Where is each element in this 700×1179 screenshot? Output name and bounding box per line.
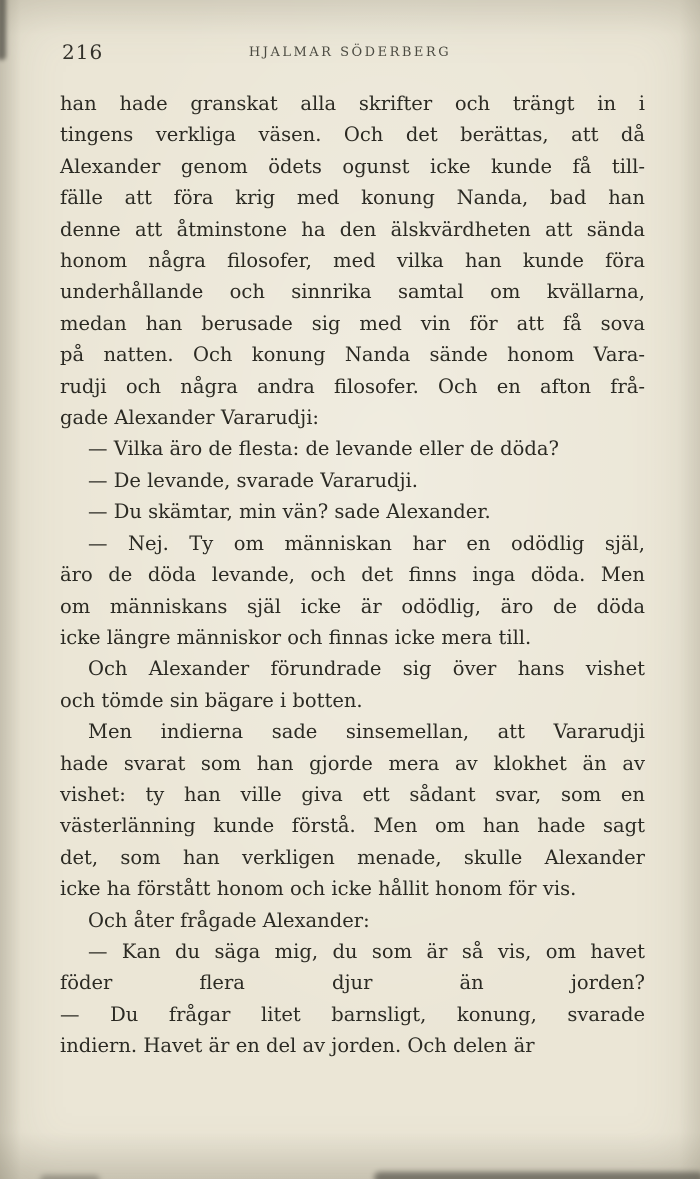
text-line: han hade granskat alla skrifter och trängt in i	[60, 92, 645, 115]
text-line: Och åter frågade Alexander:	[88, 908, 370, 932]
text-line: västerlänning kunde förstå. Men om han hade sagt	[60, 814, 645, 838]
text-line: på natten. Och konung Nanda sände honom Vara-	[60, 343, 645, 367]
text-line: rudji och några andra filosofer. Och en afton frå-	[60, 374, 645, 398]
text-line: om människans själ icke är odödlig, äro de döda	[60, 594, 645, 618]
text-line: icke ha förstått honom och icke hållit honom för vis.	[60, 877, 577, 901]
text-line: Alexander genom ödets ogunst icke kunde få till-	[60, 154, 645, 178]
page-header	[0, 0, 700, 68]
text-line: — Du frågar litet barnsligt, konung, svarade	[60, 1002, 645, 1026]
text-line: icke längre människor och finnas icke mera till.	[60, 625, 532, 649]
text-line: vishet: ty han ville giva ett sådant svar, som en	[60, 782, 645, 806]
text-line: — Kan du säga mig, du som är så vis, om havet	[88, 939, 645, 963]
text-line: gade Alexander Vararudji:	[60, 406, 319, 430]
text-line: äro de döda levande, och det finns inga döda. Men	[60, 563, 645, 587]
text-line: föder flera djur än jorden?	[60, 971, 645, 995]
page-number: 216	[62, 40, 104, 64]
text-line: denne att åtminstone ha den älskvärdheten att sända	[60, 217, 645, 241]
text-line: indiern. Havet är en del av jorden. Och delen är	[60, 1034, 535, 1058]
text-line: det, som han verkligen menade, skulle Alexander	[60, 845, 645, 869]
text-line: tingens verkliga väsen. Och det berättas, att då	[60, 123, 645, 147]
page-body	[60, 88, 645, 1062]
scan-edge-artifact-bottom-left	[40, 1175, 100, 1179]
text-line: Men indierna sade sinsemellan, att Vararudji	[88, 720, 645, 744]
text-line: honom några filosofer, med vilka han kunde föra	[60, 249, 645, 273]
text-line: medan han berusade sig med vin för att få sova	[60, 311, 645, 335]
text-line: underhållande och sinnrika samtal om kvällarna,	[60, 280, 645, 304]
text-line: fälle att föra krig med konung Nanda, bad han	[60, 186, 645, 210]
text-line: — De levande, svarade Vararudji.	[88, 468, 418, 492]
text-line: och tömde sin bägare i botten.	[60, 688, 363, 712]
running-header: HJALMAR SÖDERBERG	[248, 45, 452, 60]
text-line: — Du skämtar, min vän? sade Alexander.	[88, 500, 491, 524]
text-line: hade svarat som han gjorde mera av klokhet än av	[60, 751, 645, 775]
scan-edge-artifact-bottom	[374, 1172, 700, 1179]
text-line: — Nej. Ty om människan har en odödlig själ,	[88, 531, 645, 555]
text-line: — Vilka äro de flesta: de levande eller de döda?	[88, 437, 559, 461]
text-line: Och Alexander förundrade sig över hans vishet	[88, 657, 645, 681]
